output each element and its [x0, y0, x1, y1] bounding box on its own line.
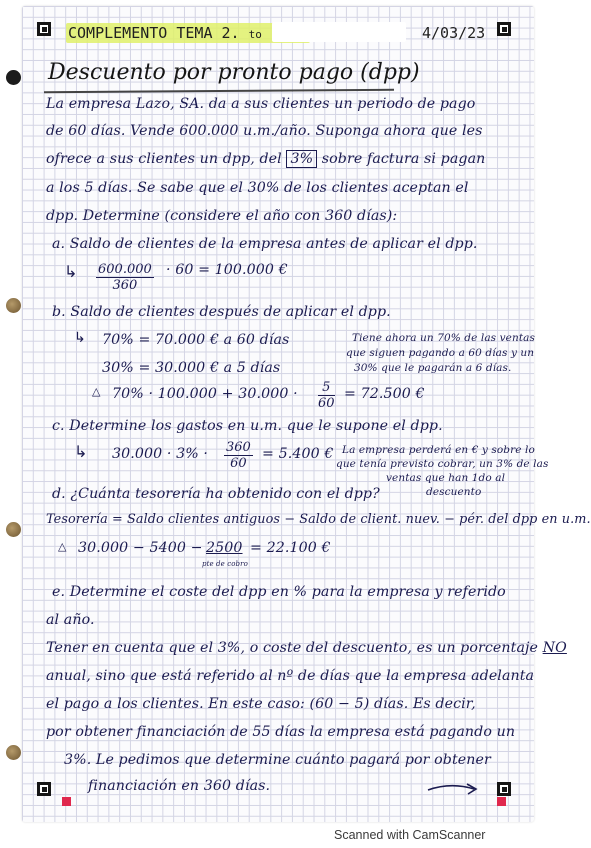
answer-d-calc: 30.000 − 5400 − — [78, 540, 203, 556]
note-b-2: que siguen pagando a 60 días y un — [346, 347, 535, 359]
fraction-c: $\frac{360}{60}$ — [226, 440, 251, 471]
scan-marker-top-right — [497, 22, 511, 36]
fraction-b: $\frac{5}{60}$ — [318, 380, 335, 411]
body-e-line-4: por obtener financiación de 55 días la empresa está pagando un — [46, 724, 516, 740]
question-c: c. Determine los gastos en u.m. que le supone el dpp. — [52, 418, 443, 434]
binder-hole — [6, 70, 21, 85]
fraction-a: $\frac{600.000}{360}$ — [98, 262, 152, 293]
arrow-icon: ↳ — [74, 442, 88, 461]
answer-c-result: = 5.400 € — [262, 446, 334, 462]
discount-box: 3% — [286, 150, 317, 168]
body-e-line-3: el pago a los clientes. En este caso: (60 − 5) días. Es decir, — [46, 696, 476, 712]
body-e-line-6: financiación en 360 días. — [88, 778, 271, 794]
answer-c-calc: 30.000 · 3% · — [112, 446, 208, 462]
binder-hole — [6, 522, 21, 537]
answer-a: · 60 = 100.000 € — [166, 262, 288, 278]
question-e-line-1: e. Determine el coste del dpp en % para la empresa y referido — [52, 584, 506, 600]
continue-arrow-icon — [426, 780, 482, 796]
question-a: a. Saldo de clientes de la empresa antes de aplicar el dpp. — [52, 236, 478, 252]
binder-hole — [6, 745, 21, 760]
triangle-icon: △ — [58, 540, 67, 553]
intro-line-1: La empresa Lazo, SA. da a sus clientes un periodo de pago — [46, 96, 476, 112]
arrow-icon: ↳ — [74, 330, 86, 346]
scan-marker-bottom-right — [497, 782, 511, 796]
question-b: b. Saldo de clientes después de aplicar el dpp. — [52, 304, 391, 320]
note-c-3: ventas que han 1do al — [386, 472, 506, 484]
answer-d-result: = 22.100 € — [250, 540, 331, 556]
header-title: COMPLEMENTO TEMA 2. to — [68, 24, 262, 42]
scan-marker-bottom-left — [37, 782, 51, 796]
body-e-line-1: Tener en cuenta que el 3%, o coste del descuento, es un porcentaje NO — [46, 640, 567, 656]
formula-d: Tesorería = Saldo clientes antiguos − Saldo de client. nuev. − pér. del dpp en u.m. — [46, 512, 591, 527]
red-marker — [497, 797, 506, 806]
answer-b-line-3: 70% · 100.000 + 30.000 · — [112, 386, 298, 402]
answer-d-pending: 2500 — [206, 540, 243, 556]
pending-label: pte de cobro — [202, 560, 248, 568]
note-c-1: La empresa perderá en € y sobre lo — [342, 444, 535, 456]
note-c-4: descuento — [426, 486, 482, 498]
intro-line-3: ofrece a sus clientes un dpp, del 3% sobre factura si pagan — [46, 151, 486, 167]
body-e-line-5: 3%. Le pedimos que determine cuánto pagará por obtener — [64, 752, 491, 768]
answer-b-result: = 72.500 € — [344, 386, 425, 402]
scanner-watermark: Scanned with CamScanner — [334, 828, 486, 842]
note-b-3: 30% que le pagarán a 6 días. — [354, 362, 512, 374]
red-marker — [62, 797, 71, 806]
answer-b-line-1: 70% = 70.000 € a 60 días — [102, 332, 290, 348]
arrow-icon: ↳ — [64, 262, 78, 281]
question-d: d. ¿Cuánta tesorería ha obtenido con el dpp? — [52, 486, 380, 502]
note-b-1: Tiene ahora un 70% de las ventas — [352, 332, 535, 344]
intro-line-5: dpp. Determine (considere el año con 360 días): — [46, 208, 398, 224]
body-e-line-2: anual, sino que está referido al nº de días que la empresa adelanta — [46, 668, 535, 684]
triangle-icon: △ — [92, 385, 101, 398]
header-date: 4/03/23 — [422, 24, 486, 42]
page-title: Descuento por pronto pago (dpp) — [48, 60, 420, 85]
intro-line-2: de 60 días. Vende 600.000 u.m./año. Suponga ahora que les — [46, 123, 483, 139]
intro-line-4: a los 5 días. Se sabe que el 30% de los clientes aceptan el — [46, 180, 469, 196]
answer-b-line-2: 30% = 30.000 € a 5 días — [102, 360, 281, 376]
emphasis-no: NO — [542, 640, 567, 656]
redaction-box — [272, 22, 406, 42]
scan-marker-top-left — [37, 22, 51, 36]
binder-hole — [6, 298, 21, 313]
note-c-2: que tenía previsto cobrar, un 3% de las — [336, 458, 549, 470]
question-e-line-2: al año. — [46, 612, 95, 628]
